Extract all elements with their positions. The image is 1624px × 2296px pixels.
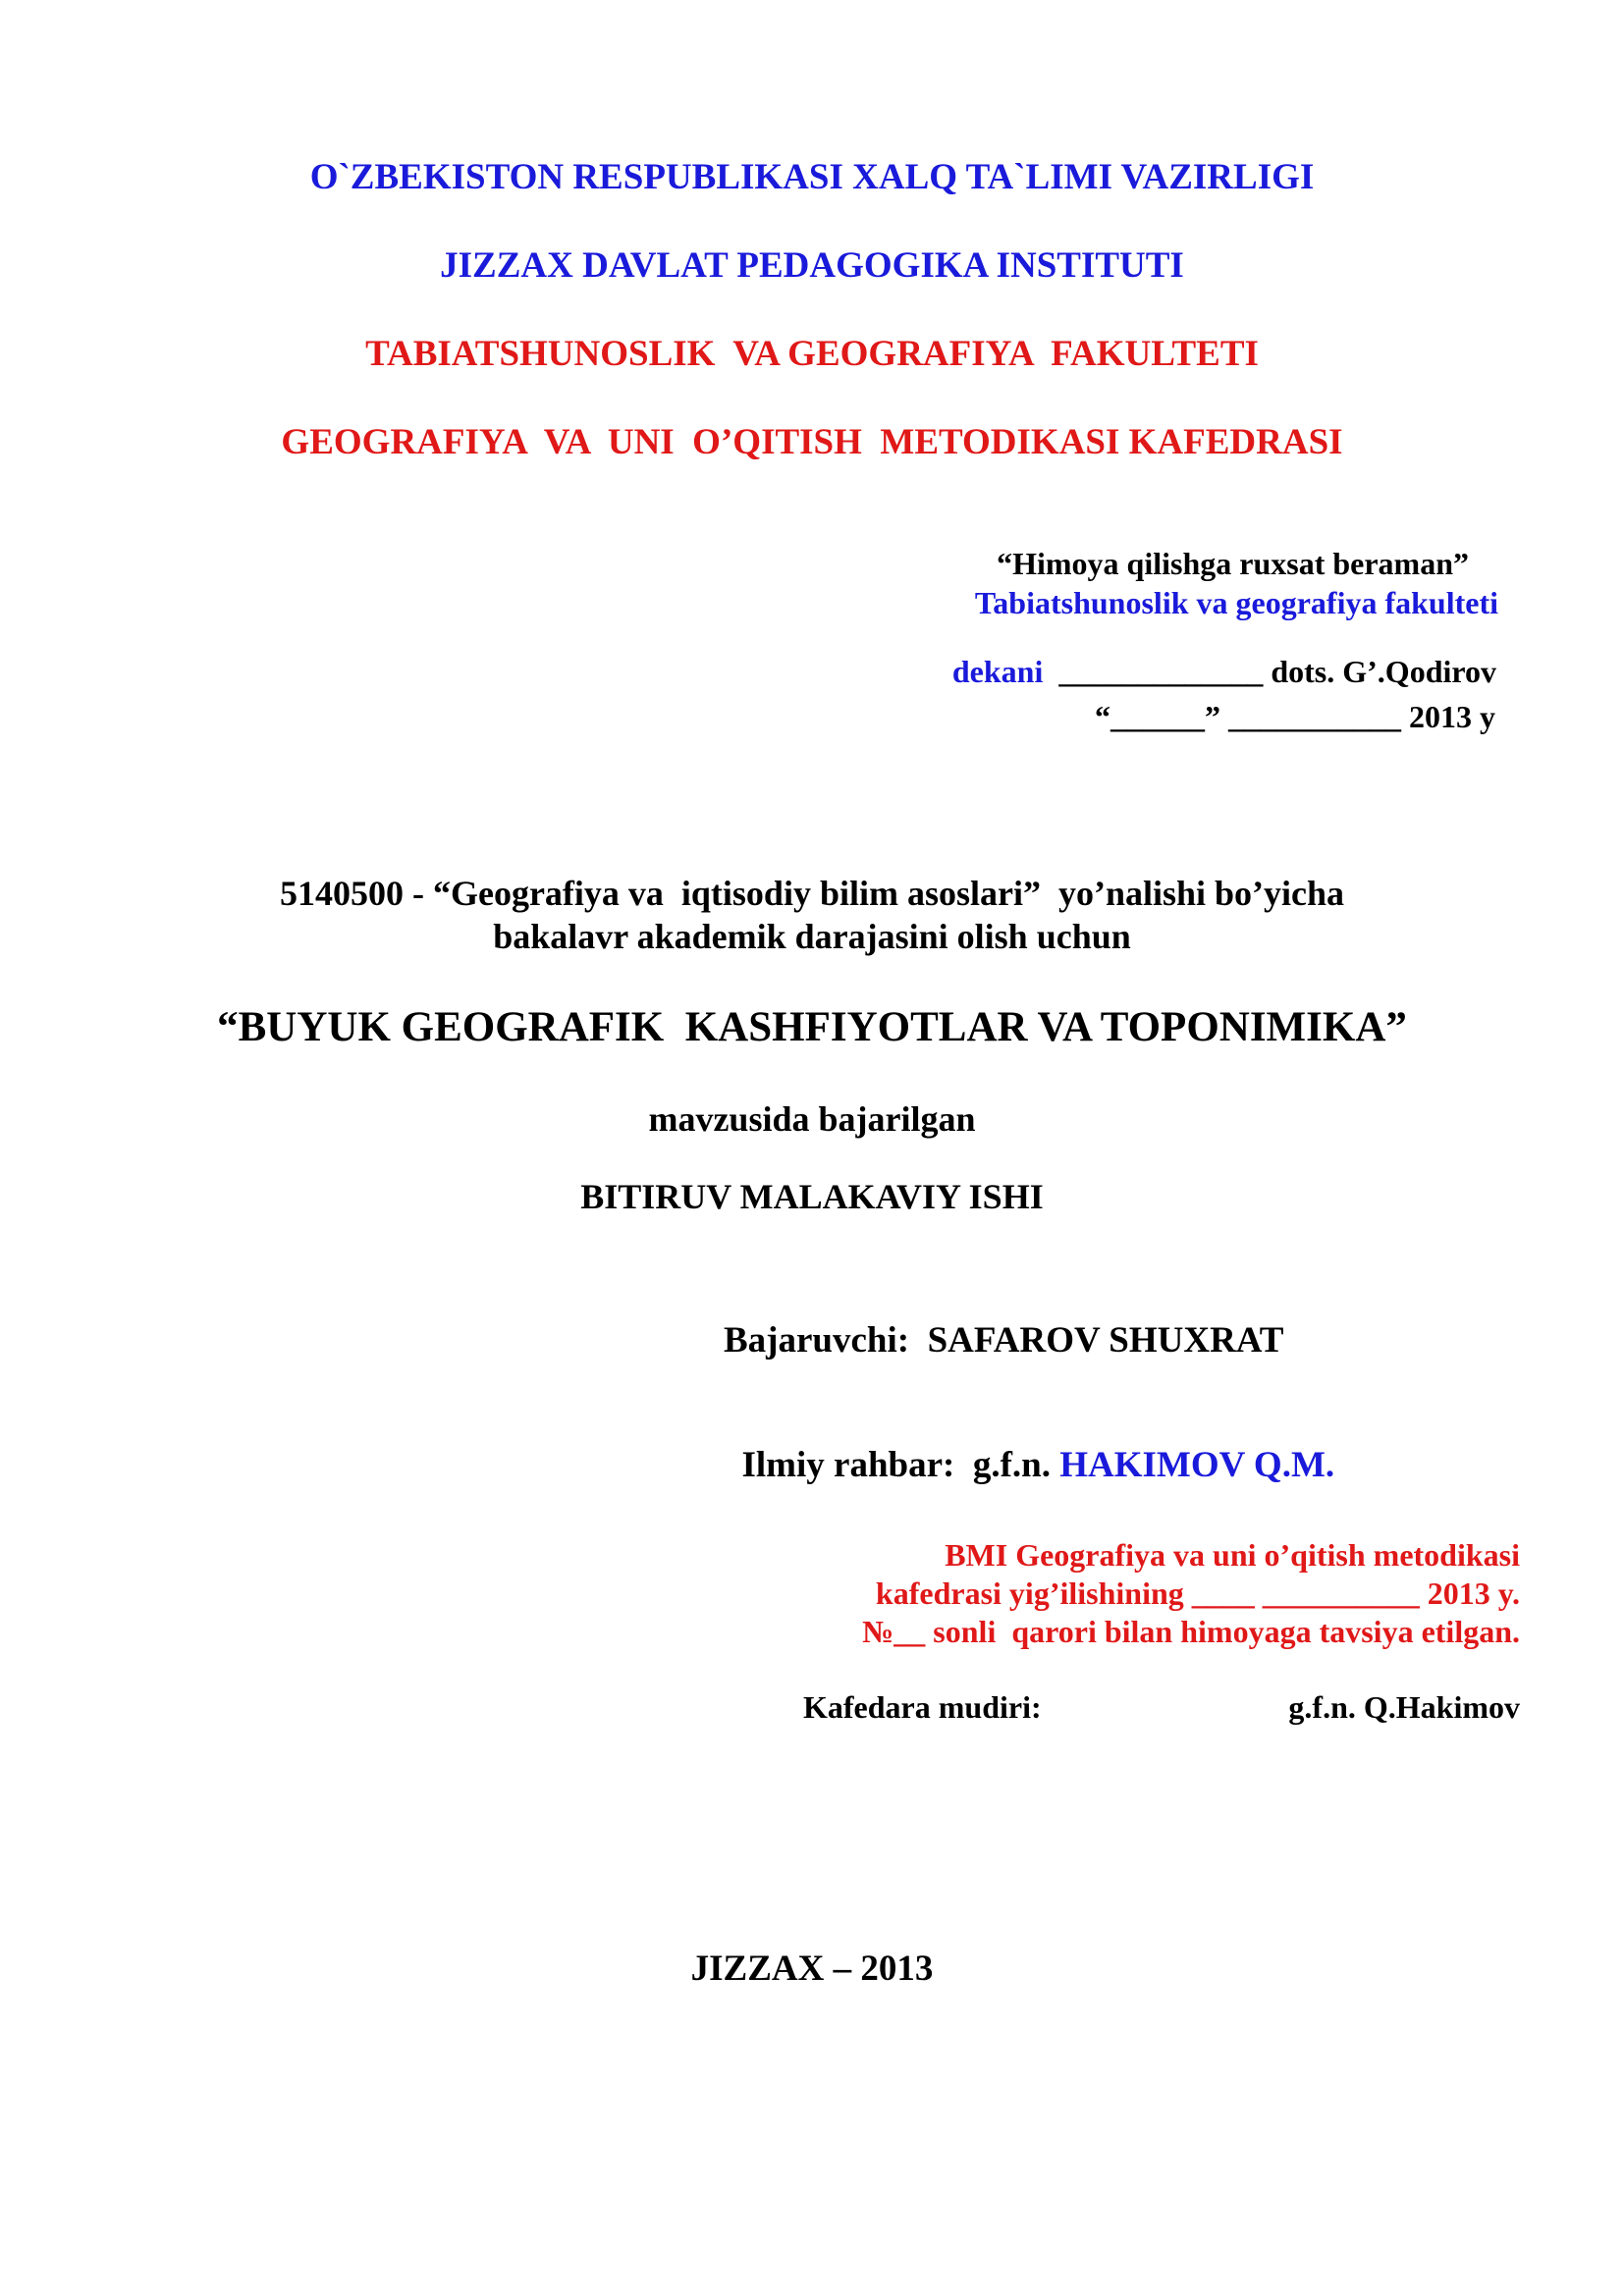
institute-heading: JIZZAX DAVLAT PEDAGOGIKA INSTITUTI — [440, 245, 1184, 286]
dean-label: dekani — [951, 654, 1044, 689]
head-of-department-name: g.f.n. Q.Hakimov — [1288, 1689, 1520, 1725]
recommendation-line-3: №__ sonli qarori bilan himoyaga tavsiya etilgan. — [862, 1614, 1520, 1649]
supervisor-line — [724, 1411, 1334, 1483]
city-year: JIZZAX – 2013 — [690, 1949, 934, 1989]
dean-signature: _____________ dots. G’.Qodirov — [1043, 654, 1496, 689]
recommendation-line-2: kafedrasi yig’ilishining ____ __________ 2013 y. — [875, 1575, 1520, 1611]
approval-line-3 — [937, 624, 1496, 687]
executor-line: Bajaruvchi: SAFAROV SHUXRAT — [724, 1320, 1284, 1361]
supervisor-name: HAKIMOV Q.M. — [1059, 1445, 1335, 1485]
thesis-title: “BUYUK GEOGRAFIK KASHFIYOTLAR VA TOPONIMIKA” — [217, 1004, 1407, 1050]
ministry-heading: O`ZBEKISTON RESPUBLIKASI XALQ TA`LIMI VAZIRLIGI — [309, 157, 1315, 197]
head-of-department-label: Kafedara mudiri: — [803, 1689, 1042, 1725]
department-heading: GEOGRAFIYA VA UNI O’QITISH METODIKASI KAFEDRASI — [281, 422, 1343, 462]
thesis-type: BITIRUV MALAKAVIY ISHI — [580, 1177, 1044, 1216]
supervisor-label: Ilmiy rahbar: g.f.n. — [741, 1445, 1060, 1485]
recommendation-line-1: BMI Geografiya va uni o’qitish metodikasi — [945, 1537, 1520, 1573]
program-line-2: bakalavr akademik darajasini olish uchun — [493, 917, 1131, 956]
faculty-heading: TABIATSHUNOSLIK VA GEOGRAFIYA FAKULTETI — [365, 334, 1259, 374]
approval-line-2: Tabiatshunoslik va geografiya fakulteti — [974, 585, 1498, 620]
approval-date-line: “______” ___________ 2013 y — [1095, 699, 1495, 734]
approval-line-1: “Himoya qilishga ruxsat beraman” — [997, 546, 1469, 581]
thesis-subtitle: mavzusida bajarilgan — [648, 1099, 976, 1139]
program-line-1: 5140500 - “Geografiya va iqtisodiy bilim asoslari” yo’nalishi bo’yicha — [279, 874, 1345, 913]
